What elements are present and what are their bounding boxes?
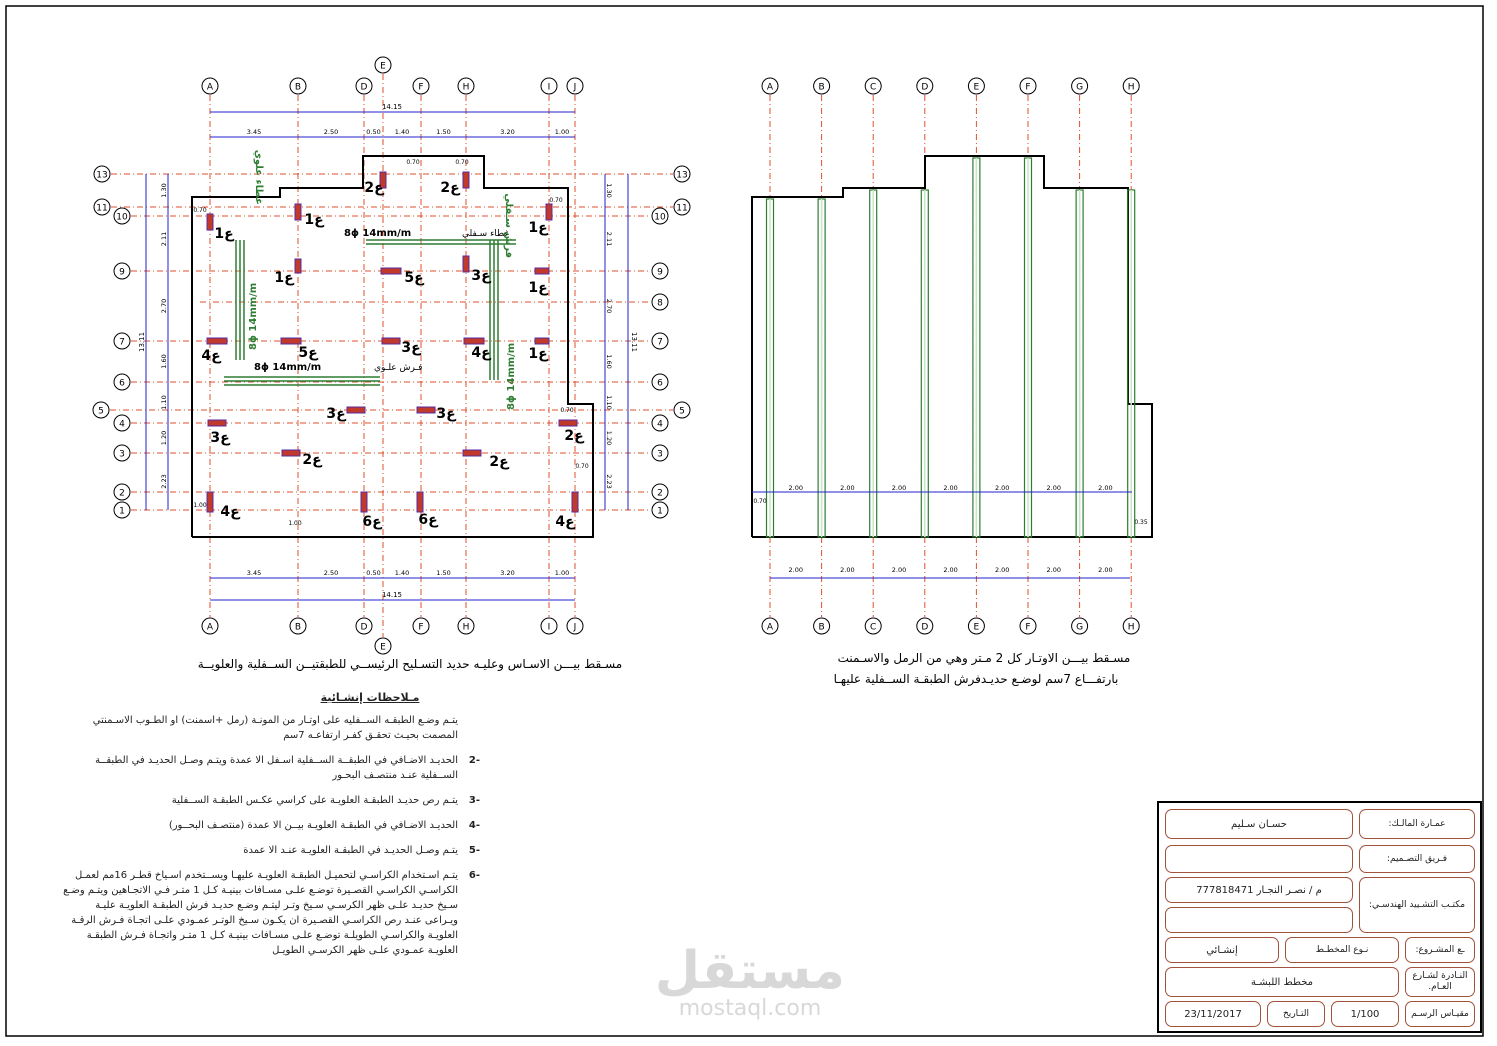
column: [464, 338, 484, 344]
column-tag: ع5: [404, 270, 424, 286]
dim-right: 2.70: [605, 298, 613, 314]
column-tag: ع1: [528, 346, 548, 362]
grid-lines: [93, 57, 690, 654]
dim-bottom: 3.45: [246, 569, 262, 577]
right-vertical-spec: 8ϕ 14mm/m: [506, 342, 517, 410]
grid-label-13: 13: [676, 170, 688, 181]
column: [347, 407, 365, 413]
grid-label-H: H: [1127, 82, 1135, 93]
note-number: -2: [468, 755, 480, 766]
column-tag: ع2: [564, 428, 584, 444]
dim-top: 3.20: [500, 128, 515, 136]
strip-spacing-bottom: 2.00: [943, 566, 958, 574]
left-plan-title: مسـقط بيـــن الاسـاس وعليـه حديد التسـليح الرئيســي للطبقتيــن الســفلية والعلويــة: [197, 657, 623, 671]
grid-label-G: G: [1076, 622, 1084, 633]
owner-value: حسـان سـليم: [1165, 809, 1353, 839]
grid-label-6: 6: [119, 378, 125, 389]
strip-spacing: 2.00: [994, 484, 1010, 492]
dim-total-top: 14.15: [381, 103, 403, 111]
column: [381, 268, 401, 274]
grid-label-11: 11: [676, 203, 688, 214]
strip-spacing: 2.00: [891, 484, 907, 492]
dim-small: 1.00: [288, 520, 302, 527]
column-tag: ع3: [436, 406, 456, 422]
grid-label-1: 1: [657, 506, 663, 517]
note-item: [60, 843, 480, 858]
grid-label-2: 2: [657, 488, 663, 499]
column-tag: ع3: [401, 340, 421, 356]
grid-label-D: D: [360, 622, 368, 633]
grid-label-B: B: [818, 82, 825, 93]
dim-bottom: 3.20: [500, 569, 515, 577]
grid-label-I: I: [547, 82, 551, 93]
strip-spacing: 2.00: [943, 484, 958, 492]
grid-label-B: B: [294, 82, 302, 93]
column: [535, 338, 549, 344]
grid-label-1: 1: [119, 506, 125, 517]
dim-left: 1.30: [160, 183, 168, 198]
grid-label-5: 5: [98, 406, 104, 417]
column: [463, 450, 481, 456]
note-text: يتـم وصـل الحديـد في الطبقـة العلويـة عنـد الا عمدة: [243, 845, 458, 856]
grid-label-9: 9: [657, 267, 663, 278]
column: [535, 268, 549, 274]
right-plan-title-2: بارتفـــاع 7سم لوضـع حديـدفرش الطبقـة الســفلية عليهـا: [833, 672, 1119, 686]
grid-label-9: 9: [119, 267, 125, 278]
engineer-value: م / نصـر النجـار 777818471: [1165, 877, 1353, 903]
column-tag: ع1: [528, 280, 548, 296]
dim-left: 2.23: [160, 474, 168, 489]
grid-label-H: H: [1127, 622, 1135, 633]
dim-small: 0.70: [549, 197, 563, 204]
column-tag: ع3: [326, 406, 346, 422]
dim-bottom: 1.00: [554, 569, 570, 577]
grid-label-E: E: [380, 642, 386, 653]
strip-spacing: 2.00: [1046, 484, 1062, 492]
dim-right: 2.11: [605, 231, 613, 247]
strip-spacing-bottom: 2.00: [840, 566, 855, 574]
grid-label-B: B: [294, 622, 302, 633]
design-team-label: فـريق التصـميم:: [1359, 845, 1475, 873]
dim-left: 2.70: [160, 298, 168, 314]
column: [417, 407, 435, 413]
grid-label-H: H: [462, 82, 470, 93]
dim-small: 0.70: [193, 207, 207, 214]
column-tag: ع6: [362, 514, 382, 530]
dim-top: 0.50: [366, 128, 381, 136]
grid-label-6: 6: [657, 378, 663, 389]
column: [382, 338, 400, 344]
grid-label-7: 7: [119, 337, 125, 348]
dim-small: 0.70: [575, 463, 589, 470]
grid-label-F: F: [418, 82, 424, 93]
dim-small: 1.00: [193, 502, 207, 509]
watermark: [654, 941, 845, 1025]
grid-label-A: A: [766, 82, 774, 93]
column: [208, 420, 226, 426]
dim-small: 0.70: [455, 159, 469, 166]
grid-label-3: 3: [119, 449, 125, 460]
grid-label-8: 8: [657, 298, 663, 309]
dim-top: 2.50: [323, 128, 339, 136]
project-location-label: ـع المشـروع:: [1405, 937, 1475, 963]
grid-label-I: I: [547, 622, 551, 633]
strip-spacing: 2.00: [788, 484, 804, 492]
column: [207, 492, 213, 512]
project-type-value: إنشـائي: [1165, 937, 1279, 963]
column: [295, 259, 301, 273]
grid-label-J: J: [573, 622, 577, 633]
note-item: [60, 753, 480, 783]
column-tag: ع5: [298, 345, 318, 361]
strip-spacing: 2.00: [840, 484, 855, 492]
dim-small: 0.35: [1134, 519, 1148, 526]
left-vertical-spec: 8ϕ 14mm/m: [248, 282, 259, 350]
column: [417, 492, 423, 512]
dim-side-left: 13.11: [138, 331, 146, 353]
column-tag: ع1: [528, 220, 548, 236]
grid-label-C: C: [870, 82, 877, 93]
scale-label: مقيـاس الرسـم: [1405, 1001, 1475, 1027]
column: [559, 420, 577, 426]
dim-bottom: 1.40: [394, 569, 410, 577]
dim-small: 0.70: [560, 407, 574, 414]
title-block: [1157, 801, 1482, 1033]
grid-label-11: 11: [96, 203, 108, 214]
bottom-cover-label: غطاء سـفلي: [462, 229, 510, 239]
dim-left: 1.60: [160, 354, 168, 369]
column-tag: ع1: [274, 270, 294, 286]
note-number: -3: [468, 795, 480, 806]
column-tag: ع1: [304, 212, 324, 228]
column: [207, 214, 213, 230]
grid-label-D: D: [921, 622, 929, 633]
grid-label-A: A: [206, 622, 214, 633]
date-value: 23/11/2017: [1165, 1001, 1261, 1027]
grid-label-A: A: [206, 82, 214, 93]
structural-notes: [60, 690, 480, 968]
note-number: -6: [468, 870, 480, 881]
column: [463, 256, 469, 272]
grid-label-E: E: [973, 622, 980, 633]
grid-label-H: H: [462, 622, 470, 633]
note-number: -4: [468, 820, 480, 831]
top-cover-label: غطاء علوي: [253, 149, 264, 205]
grid-label-4: 4: [657, 419, 663, 430]
column: [572, 492, 578, 512]
dim-right: 2.23: [605, 474, 613, 489]
column-tag: ع2: [440, 180, 460, 196]
grid-label-G: G: [1076, 82, 1084, 93]
dim-left: 1.20: [160, 430, 168, 446]
grid-label-A: A: [766, 622, 774, 633]
grid-label-E: E: [973, 82, 980, 93]
dim-top: 1.50: [436, 128, 451, 136]
strip-spacing-bottom: 2.00: [994, 566, 1010, 574]
grid-label-E: E: [380, 61, 386, 72]
column: [207, 338, 227, 344]
column: [463, 172, 469, 188]
note-number: -5: [468, 845, 480, 856]
grid-label-F: F: [1025, 622, 1031, 633]
note-item: [60, 818, 480, 833]
dim-right: 1.10: [605, 395, 613, 410]
dim-left: 1.10: [160, 395, 168, 410]
grid-label-C: C: [870, 622, 877, 633]
top-mesh-label: فـرش علـوي: [374, 363, 423, 373]
column-tag: ع3: [471, 268, 491, 284]
office-value: [1165, 907, 1353, 933]
note-item: [60, 713, 480, 743]
column-tag: ع1: [214, 226, 234, 242]
column-tag: ع2: [489, 454, 509, 470]
strip-spacing-bottom: 2.00: [788, 566, 804, 574]
dim-bottom: 2.50: [323, 569, 339, 577]
plan-name: مخطط اللبشـة: [1165, 967, 1399, 997]
grid-label-F: F: [418, 622, 424, 633]
grid-label-5: 5: [679, 406, 685, 417]
owner-label: عمـارة المالـك:: [1359, 809, 1475, 839]
column: [361, 492, 367, 512]
top-mesh-spec: 8ϕ 14mm/m: [254, 362, 322, 373]
column-tag: ع4: [220, 504, 240, 520]
column-tag: ع6: [418, 512, 438, 528]
foundation-plan: [93, 57, 690, 672]
strip-spacing-bottom: 2.00: [891, 566, 907, 574]
notes-heading: مـلاحظات إنشـائية: [320, 691, 420, 704]
column: [282, 450, 300, 456]
strips: [767, 158, 1135, 537]
office-label: مكتـب التشـييد الهندسـي:: [1359, 877, 1475, 933]
grid-label-13: 13: [96, 170, 108, 181]
dim-right: 1.60: [605, 354, 613, 369]
watermark-arabic: مستقل: [654, 941, 845, 1001]
dim-top: 1.40: [394, 128, 410, 136]
column-tag: ع4: [555, 514, 575, 530]
date-label: التـاريخ: [1267, 1001, 1325, 1027]
note-item: [60, 793, 480, 808]
watermark-latin: mostaql.com: [678, 996, 822, 1021]
column-tag: ع2: [302, 452, 322, 468]
note-text: يتـم وضـع الطبقـه الســفليه على اوتـار من المونـة (رمل +اسمنت) او الطـوب الاسـمنتي المصمت بحيـث تحقـق كفـر ارتفاعـه 7سم: [92, 715, 458, 741]
dim-left: 2.11: [160, 231, 168, 247]
grid-label-7: 7: [657, 337, 663, 348]
dim-small: 0.70: [753, 498, 767, 505]
note-text: الحديـد الاضـافي في الطبقـة العلويـة بيــن الا عمدة (منتصـف البحــور): [168, 820, 458, 831]
notes-list: [60, 713, 480, 958]
grid-label-2: 2: [119, 488, 125, 499]
raft-outline: [752, 156, 1152, 537]
strips-plan: [752, 78, 1152, 687]
street-label: النـادرة لشـارع العـام.: [1405, 967, 1475, 997]
bottom-cover-spec: 8ϕ 14mm/m: [344, 228, 412, 239]
grid-label-B: B: [818, 622, 825, 633]
design-team-value: [1165, 845, 1353, 873]
note-text: الحديـد الاضـافي في الطبقــة الســفلية اسـفل الا عمدة ويتـم وصـل الحديـد في الطبقــة الســفلية عنـد منتصـف البحـور: [95, 755, 458, 781]
dim-total-bottom: 14.15: [381, 591, 403, 599]
dim-small: 0.70: [406, 159, 420, 166]
grid-label-F: F: [1025, 82, 1031, 93]
grid-label-3: 3: [657, 449, 663, 460]
column: [295, 204, 301, 220]
grid-label-J: J: [573, 82, 577, 93]
dim-top: 3.45: [246, 128, 262, 136]
column-tag: ع3: [210, 430, 230, 446]
dim-side-right: 13.11: [630, 331, 638, 353]
grid-label-D: D: [921, 82, 929, 93]
column: [281, 338, 301, 344]
dim-bottom: 1.50: [436, 569, 451, 577]
dim-top: 1.00: [554, 128, 570, 136]
column: [546, 204, 552, 220]
grid-label-10: 10: [116, 212, 128, 223]
column-tag: ع4: [201, 348, 221, 364]
strip-spacing: 2.00: [1098, 484, 1113, 492]
right-plan-title-1: مسـقط بيـــن الاوتـار كل 2 مـتر وهي من الرمل والاسـمنت: [837, 651, 1131, 665]
note-text: يتـم رص حديـد الطبقـة العلويـة على كراسي عكـس الطبقـة الســفلية: [171, 795, 458, 806]
dimension-lines: [752, 484, 1148, 578]
dim-bottom: 0.50: [366, 569, 381, 577]
column-tag: ع4: [471, 345, 491, 361]
column-tag: ع2: [364, 180, 384, 196]
dim-right: 1.20: [605, 430, 613, 446]
scale-value: 1/100: [1331, 1001, 1399, 1027]
grid-label-10: 10: [654, 212, 666, 223]
strip-spacing-bottom: 2.00: [1098, 566, 1113, 574]
dim-right: 1.30: [605, 183, 613, 198]
grid-label-4: 4: [119, 419, 125, 430]
note-text: يتـم اسـتخدام الكراسـي لتحميـل الطبقـة العلويـة عليهـا ويســتخدم اسـياخ قطـر 16مم لعمـل الكراسـي الكراسـي القصـيرة توضـع علـى مسـافات بينيـة كـل 1 متـر فـي الاتجـاهين ويتـم وضـع سـيخ حديـد علـى ظهر الكرسـي سـيخ وتـر ليتـم وضـع حديـد فرش الطبقـة العلويـة عليـة ويـراعى عنـد رص الكراسـي القصـيرة ان يكـون سـيخ الوتـر عمـودي علـى اتجـاة فـرش الرقـة العلويـة والكراسـي الطويلـة توضـع علـى مسـافات بينيـة كـل 1 متـر واتجـاة فـرش الطبقـة العلويـة عمـودي علـى ظهر الكرسـي الطويـل: [63, 870, 458, 956]
columns: [201, 172, 585, 530]
strip-spacing-bottom: 2.00: [1046, 566, 1062, 574]
note-item: [60, 868, 480, 958]
bottom-mesh-label: فرش سـفلي: [503, 193, 514, 258]
grid-label-D: D: [360, 82, 368, 93]
project-type-label: نـوع المخطـط: [1285, 937, 1399, 963]
